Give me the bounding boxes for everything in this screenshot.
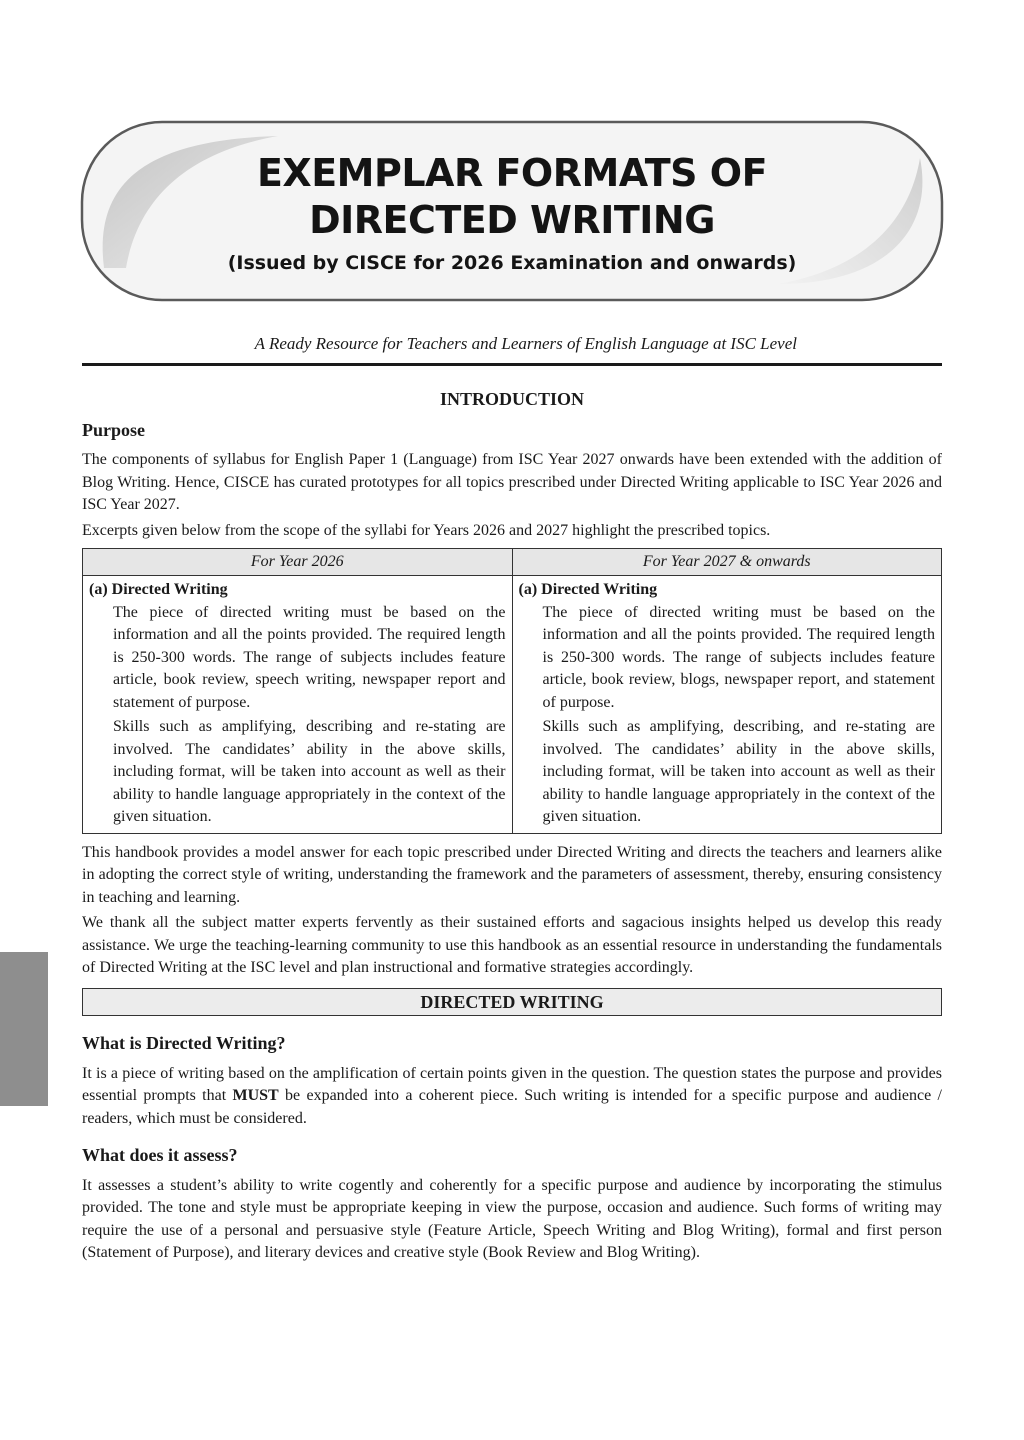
table-cell-2027 xyxy=(512,576,942,834)
what-is-heading: What is Directed Writing? xyxy=(82,1033,286,1053)
purpose-heading: Purpose xyxy=(82,419,145,440)
cell-item-heading: (a) Directed Writing xyxy=(518,581,658,598)
cell-paragraph: The piece of directed writing must be based on the information and all the points provided. The required length is 250-300 words. The range of subjects includes feature article, book review, speech writing, newspaper report and statement of purpose. xyxy=(113,603,506,711)
what-is-paragraph xyxy=(82,1063,942,1131)
header-divider xyxy=(82,363,942,366)
purpose-paragraph: The components of syllabus for English Paper 1 (Language) from ISC Year 2027 onwards have been extended with the addition of Blog Writing. Hence, CISCE has curated prototypes for all topics prescribed under Directed Writing applicable to ISC Year 2026 and ISC Year 2027. xyxy=(82,451,942,513)
table-cell-2026 xyxy=(83,576,513,834)
what-is-text-start: It is a piece of writing based on the amplification of certain points given in the question. The question states the purpose and provides essential prompts that xyxy=(82,1064,942,1104)
side-thumb-tab xyxy=(0,952,48,1106)
cell-paragraph: Skills such as amplifying, describing, and re-stating are involved. The candidates’ ability in the above skills, including format, will be taken into account as well as their ability to handle language appropriately in the context of the given situation. xyxy=(542,718,935,825)
syllabus-table xyxy=(82,548,942,834)
introduction-heading: INTRODUCTION xyxy=(439,389,585,409)
what-is-emphasis: MUST xyxy=(232,1087,279,1104)
thanks-paragraph: We thank all the subject matter experts fervently as their sustained efforts and sagacious insights helped us develop this ready assistance. We urge the teaching-learning community to use this handbook as an essential resource in understanding the fundamentals of Directed Writing at the ISC level and plan instructional and formative strategies accordingly. xyxy=(82,914,942,976)
table-header-2026: For Year 2026 xyxy=(83,549,513,576)
assess-heading: What does it assess? xyxy=(82,1145,238,1165)
what-is-text-end: be expanded into a coherent piece. Such writing is intended for a specific purpose and audience / readers, which must be considered. xyxy=(82,1087,942,1127)
tagline: A Ready Resource for Teachers and Learners of English Language at ISC Level xyxy=(254,334,797,353)
excerpts-paragraph: Excerpts given below from the scope of the syllabi for Years 2026 and 2027 highlight the prescribed topics. xyxy=(82,521,771,539)
handbook-paragraph: This handbook provides a model answer for each topic prescribed under Directed Writing and directs the teachers and learners alike in adopting the correct style of writing, understanding the framework and the parameters of assessment, thereby, ensuring consistency in teaching and learning. xyxy=(82,843,942,906)
cell-paragraph: The piece of directed writing must be based on the information and all the points provided. The required length is 250-300 words. The range of subjects includes feature article, book review, blogs, newspaper report, and statement of purpose. xyxy=(542,603,935,711)
document-body xyxy=(82,378,942,1268)
title-banner xyxy=(82,150,942,274)
banner-subtitle: (Issued by CISCE for 2026 Examination and onwards) xyxy=(227,252,797,274)
title-line-2: DIRECTED WRITING xyxy=(309,198,715,242)
directed-writing-heading: DIRECTED WRITING xyxy=(82,988,942,1017)
cell-paragraph: Skills such as amplifying, describing and re-stating are involved. The candidates’ ability in the above skills, including format, will be taken into account as well as their ability to handle language appropriately in the context of the given situation. xyxy=(113,718,506,825)
cell-item-heading: (a) Directed Writing xyxy=(89,581,228,598)
table-header-2027: For Year 2027 & onwards xyxy=(512,549,942,576)
assess-paragraph: It assesses a student’s ability to write cogently and coherently for a specific purpose and audience by incorporating the stimulus provided. The tone and style must be appropriate keeping in view the purpose, occasion and audience. Such forms of writing may require the use of a personal and persuasive style (Feature Article, Speech Writing and Blog Writing), formal and first person (Statement of Purpose), and literary devices and creative style (Book Review and Blog Writing). xyxy=(82,1176,942,1261)
title-line-1: EXEMPLAR FORMATS OF xyxy=(256,151,768,195)
